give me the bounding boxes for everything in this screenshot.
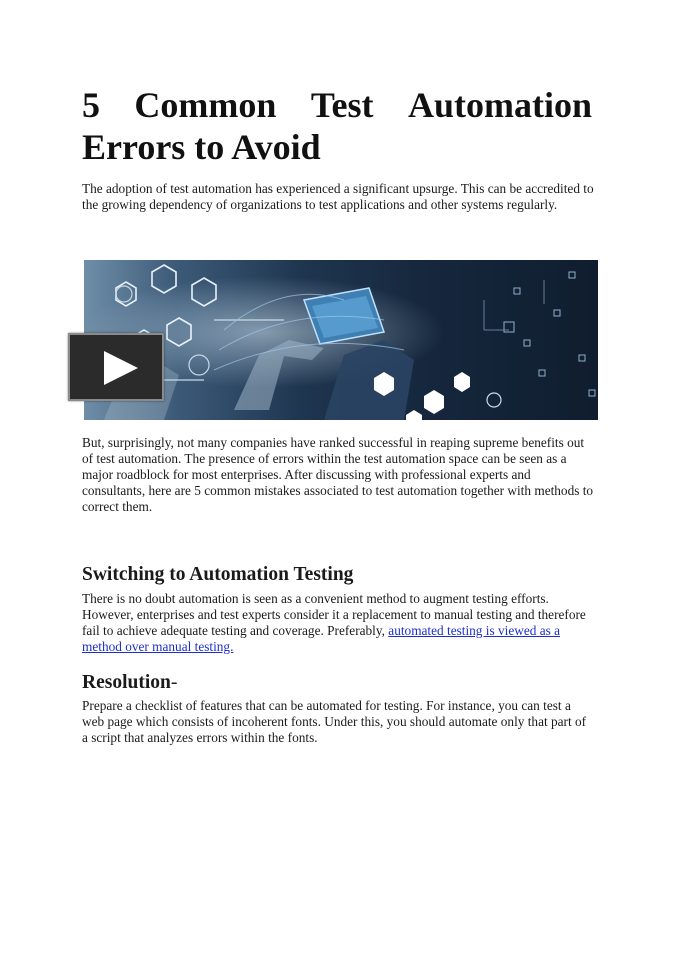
title-word: Test <box>310 85 374 125</box>
title-word: Automation <box>407 85 592 125</box>
section-switching-paragraph <box>82 591 594 655</box>
body-paragraph: But, surprisingly, not many companies have ranked successful in reaping supreme benefits out of test automation. The presence of errors within the test automation space can be seen as a major roadblock for most enterprises. After discussing with professional experts and consultants, here are 5 common mistakes associated to test automation together with methods to correct them. <box>82 435 594 514</box>
title-word: Common <box>134 85 277 125</box>
intro-paragraph: The adoption of test automation has experienced a significant upsurge. This can be accredited to the growing dependency of organizations to test applications and other systems regularly. <box>82 181 594 212</box>
title-line-2: Errors to Avoid <box>82 127 321 167</box>
resolution-heading-dash: - <box>170 672 178 693</box>
section-heading-switching: Switching to Automation Testing <box>82 564 354 585</box>
page-title <box>82 84 592 168</box>
resolution-paragraph: Prepare a checklist of features that can be automated for testing. For instance, you can test a web page which consists of incoherent fonts. Under this, you should automate only that part of a script that analyzes errors within the fonts. <box>82 698 587 745</box>
title-line-1 <box>82 84 592 126</box>
section-switching-text: There is no doubt automation is seen as a convenient method to augment testing efforts. However, enterprises and test experts consider it a replacement to manual testing and therefore fail to achieve adequate testing and coverage. Preferably, <box>82 591 586 638</box>
automated-testing-link[interactable]: automated testing is viewed as a method over manual testing. <box>82 623 561 654</box>
play-icon <box>104 351 138 385</box>
title-word: 5 <box>82 85 100 125</box>
section-heading-resolution <box>82 671 177 695</box>
resolution-heading-text: Resolution <box>82 672 171 693</box>
video-play-button[interactable] <box>68 333 164 401</box>
